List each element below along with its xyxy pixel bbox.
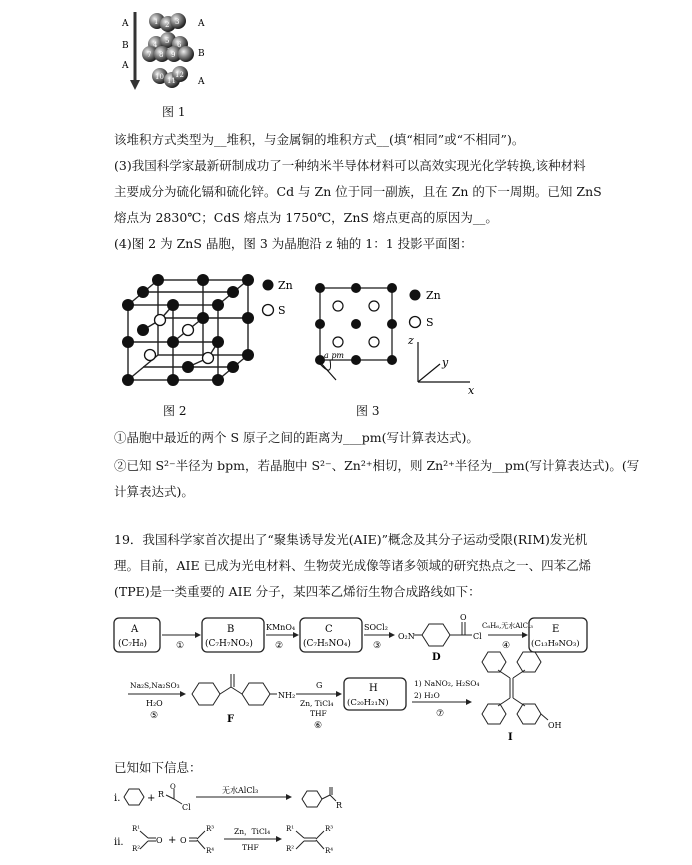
- compound-c-name: C: [325, 624, 333, 635]
- zns-unit-cell: [118, 270, 293, 395]
- step-2-reagent: KMnO₄: [266, 623, 296, 632]
- step-4-reagent: C₆H₆,无水AlCl₃: [482, 622, 533, 630]
- compound-i-oh: OH: [548, 721, 562, 730]
- compound-h-formula: (C₂₀H₂₁N): [347, 698, 389, 708]
- question-2: ②已知 S²⁻半径为 bpm，若晶胞中 S²⁻、Zn²⁺相切，则 Zn²⁺半径为__pm(写计算表达式)。(写: [114, 458, 640, 473]
- fig3-legend-s-marker: [410, 317, 421, 328]
- step-7-line-1: 1) NaNO₂, H₂SO₄: [414, 679, 480, 688]
- stacking-diagram: [110, 4, 220, 104]
- svg-text:Cl: Cl: [473, 632, 482, 641]
- svg-text:O: O: [180, 836, 187, 845]
- svg-text:9: 9: [171, 51, 176, 59]
- left-label-a1: A: [122, 19, 129, 29]
- step-6-sub2: THF: [310, 709, 327, 718]
- compound-f-label: F: [227, 714, 235, 725]
- axis-y-label: y: [442, 356, 449, 369]
- text-line-1: 该堆积方式类型为__堆积，与金属铜的堆积方式__(填“相同”或“不相同”)。: [114, 132, 525, 147]
- svg-text:4: 4: [153, 41, 158, 49]
- svg-text:Cl: Cl: [182, 803, 191, 812]
- step-1-label: ①: [176, 641, 185, 651]
- svg-text:10: 10: [155, 73, 164, 81]
- benzene-ring: [124, 789, 144, 805]
- reaction-ii-reagent-2: THF: [242, 843, 259, 852]
- svg-text:R¹: R¹: [132, 825, 141, 833]
- compound-i-label: I: [508, 732, 513, 743]
- axis-x-label: x: [468, 384, 475, 397]
- figure-3: [308, 280, 488, 420]
- svg-text:O: O: [156, 836, 163, 845]
- svg-text:6: 6: [177, 41, 182, 49]
- figure-2: [118, 270, 293, 420]
- acyl-chloride: [158, 783, 191, 812]
- right-label-b: B: [198, 49, 205, 59]
- legend-s-label: S: [278, 304, 286, 317]
- problem-19-line-3: (TPE)是一类重要的 AIE 分子，某四苯乙烯衍生物合成路线如下：: [114, 584, 481, 599]
- a-pm-label: a pm: [324, 351, 345, 360]
- text-line-4: 熔点为 2830℃；CdS 熔点为 1750℃，ZnS 熔点更高的原因为__。: [114, 210, 498, 225]
- compound-f-structure: [192, 674, 295, 725]
- svg-text:O₂N: O₂N: [398, 632, 415, 641]
- fig3-legend-s-label: S: [426, 316, 434, 329]
- svg-text:R¹: R¹: [286, 825, 295, 833]
- step-6-label: ⑥: [314, 721, 323, 731]
- right-label-a2: A: [198, 77, 205, 87]
- svg-text:O: O: [460, 613, 467, 622]
- step-2-label: ②: [275, 641, 284, 651]
- compound-b-formula: (C₇H₇NO₂): [205, 639, 253, 649]
- ketone-2: [180, 825, 214, 855]
- known-reactions: [110, 783, 490, 863]
- step-4-label: ④: [502, 641, 511, 651]
- projection-diagram: [308, 280, 488, 398]
- text-line-2: (3)我国科学家最新研制成功了一种纳米半导体材料可以高效实现光化学转换,该种材料: [114, 158, 586, 173]
- reaction-i-label: i.: [114, 793, 121, 804]
- figure-2-caption: 图 2: [163, 404, 187, 418]
- layer-bottom: [152, 66, 188, 88]
- svg-text:R²: R²: [132, 845, 141, 853]
- right-label-a1: A: [198, 19, 205, 29]
- step-3-reagent: SOCl₂: [364, 623, 388, 632]
- reaction-ii-plus: +: [168, 835, 177, 846]
- layer-top: [149, 13, 186, 32]
- svg-text:R⁴: R⁴: [206, 847, 215, 855]
- reaction-ii-label: ii.: [114, 837, 124, 848]
- fig3-legend-zn-label: Zn: [426, 289, 441, 302]
- svg-text:R³: R³: [206, 825, 215, 833]
- svg-text:R: R: [158, 790, 165, 799]
- step-7-label: ⑦: [436, 709, 445, 719]
- legend-s-marker: [263, 305, 274, 316]
- reaction-i-plus: +: [147, 793, 156, 804]
- step-5-label: ⑤: [150, 711, 159, 721]
- left-label-b: B: [122, 41, 129, 51]
- step-3-label: ③: [373, 641, 382, 651]
- svg-text:R: R: [336, 801, 343, 810]
- figure-1-caption: 图 1: [162, 105, 186, 119]
- svg-text:11: 11: [167, 77, 176, 85]
- compound-i-structure: [482, 652, 548, 724]
- compound-a-formula: (C₇H₈): [118, 639, 147, 649]
- compound-c-formula: (C₇H₅NO₄): [303, 639, 351, 649]
- compound-d-structure: [398, 613, 482, 663]
- svg-text:8: 8: [159, 51, 164, 59]
- svg-text:7: 7: [147, 51, 152, 59]
- layer-middle: [142, 32, 194, 62]
- figure-1: [110, 4, 220, 122]
- compound-h-name: H: [369, 683, 378, 694]
- figure-3-caption: 图 3: [356, 404, 380, 418]
- problem-19-line-2: 理。目前，AIE 已成为光电材料、生物荧光成像等诸多领域的研究热点之一、四苯乙烯: [114, 558, 592, 573]
- text-line-5: (4)图 2 为 ZnS 晶胞，图 3 为晶胞沿 z 轴的 1：1 投影平面图：: [114, 236, 473, 251]
- axis-z-label: z: [408, 334, 414, 347]
- svg-text:5: 5: [165, 37, 170, 45]
- step-5-reagent: Na₂S,Na₂SO₃: [130, 681, 180, 690]
- fig3-legend-zn-marker: [410, 290, 421, 301]
- svg-text:O: O: [170, 783, 176, 791]
- compound-e-name: E: [552, 624, 560, 635]
- svg-text:3: 3: [175, 18, 180, 26]
- text-line-3: 主要成分为硫化镉和硫化锌。Cd 与 Zn 位于同一副族，且在 Zn 的下一周期。已知 ZnS: [114, 184, 602, 199]
- svg-text:R⁴: R⁴: [325, 847, 334, 855]
- compound-a-name: A: [131, 624, 139, 635]
- svg-text:2: 2: [165, 21, 170, 29]
- svg-text:1: 1: [154, 18, 159, 26]
- svg-text:R³: R³: [325, 825, 334, 833]
- alkene-product: [286, 825, 333, 855]
- svg-text:NH₂: NH₂: [278, 691, 296, 700]
- compound-b-name: B: [227, 624, 235, 635]
- legend-zn-label: Zn: [278, 279, 293, 292]
- aryl-ketone: [302, 787, 343, 810]
- reaction-ii-reagent-1: Zn，TiCl₄: [234, 827, 271, 836]
- left-label-a2: A: [122, 61, 129, 71]
- step-6-sub1: Zn, TiCl₄: [300, 699, 334, 708]
- question-1: ①晶胞中最近的两个 S 原子之间的距离为___pm(写计算表达式)。: [114, 430, 479, 445]
- svg-text:12: 12: [175, 71, 184, 79]
- compound-d-label: D: [432, 652, 441, 663]
- synthesis-route: [110, 610, 590, 745]
- question-2-cont: 计算表达式)。: [114, 484, 194, 499]
- problem-19-line-1: 19．我国科学家首次提出了“聚集诱导发光(AIE)”概念及其分子运动受限(RIM)发光机: [114, 532, 588, 547]
- svg-text:R²: R²: [286, 845, 295, 853]
- known-info-heading: 已知如下信息：: [114, 760, 202, 775]
- reaction-i-reagent: 无水AlCl₃: [222, 786, 259, 795]
- step-7-line-2: 2) H₂O: [414, 691, 440, 700]
- step-5-sub: H₂O: [146, 699, 163, 708]
- ketone-1: [132, 825, 163, 853]
- legend-zn-marker: [263, 280, 274, 291]
- step-6-reagent: G: [316, 681, 323, 690]
- compound-e-formula: (C₁₃H₉NO₃): [531, 639, 580, 649]
